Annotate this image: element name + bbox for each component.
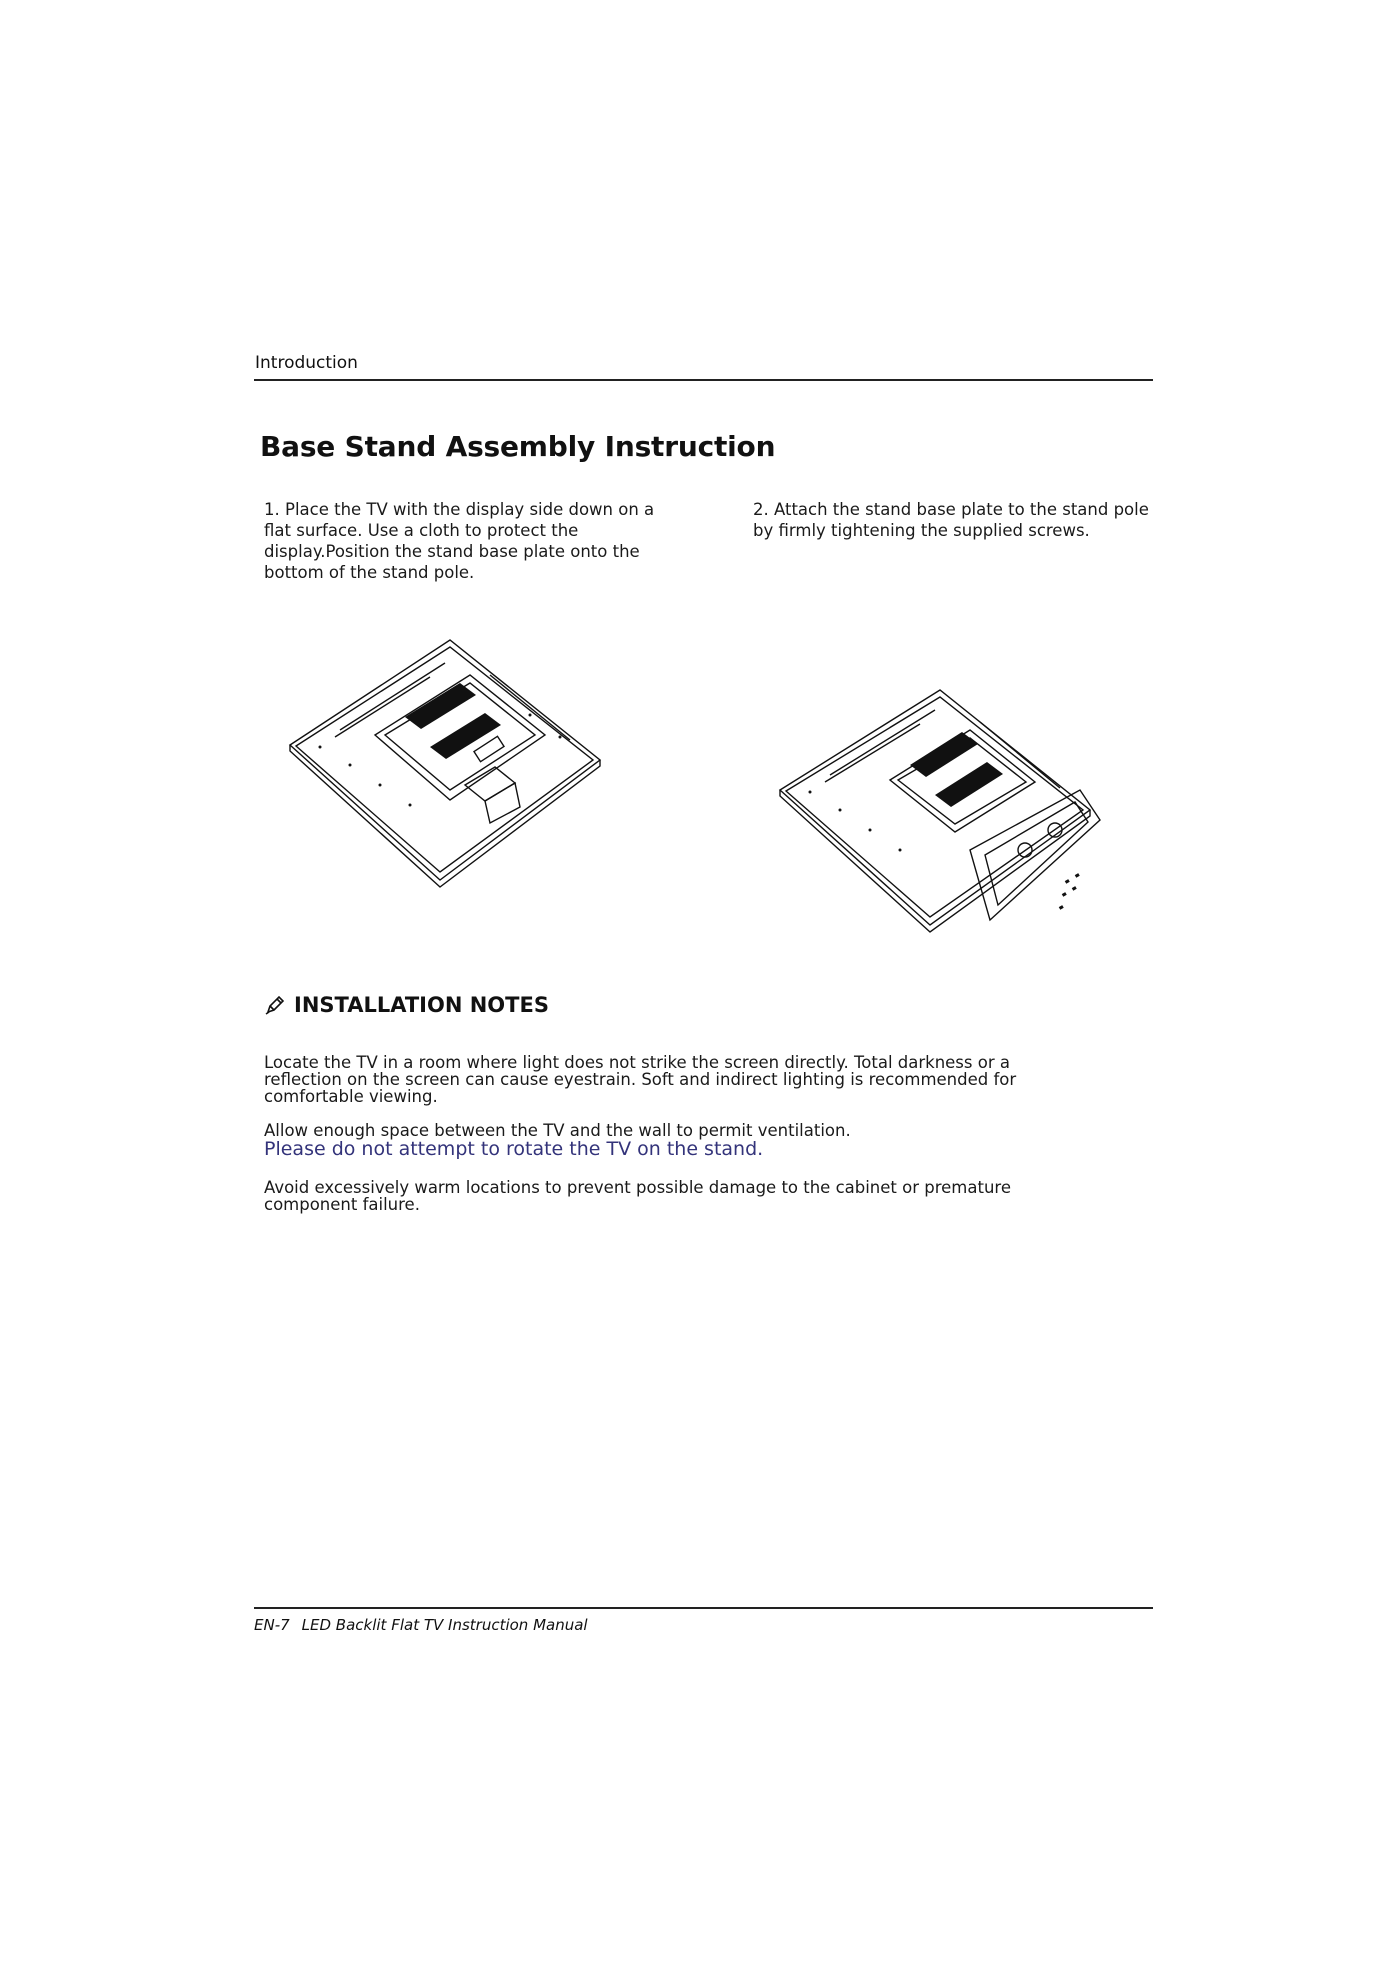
manual-title: LED Backlit Flat TV Instruction Manual <box>301 1616 588 1634</box>
installation-notes-heading <box>264 993 549 1017</box>
header-rule <box>254 379 1153 381</box>
page-number: EN-7 <box>254 1616 290 1634</box>
installation-notes-title: INSTALLATION NOTES <box>294 993 549 1017</box>
step-1-text: 1. Place the TV with the display side down on a flat surface. Use a cloth to protect the display.Position the stand base plate onto the bottom of the stand pole. <box>264 500 655 582</box>
footer-rule <box>254 1607 1153 1609</box>
note-warm-locations: Avoid excessively warm locations to prevent possible damage to the cabinet or premature component failure. <box>264 1178 1011 1214</box>
note-lighting: Locate the TV in a room where light does not strike the screen directly. Total darkness or a reflection on the screen can cause eyestrain. Soft and indirect lighting is recommended for comfortable viewing. <box>264 1053 1017 1106</box>
section-label: Introduction <box>255 353 358 373</box>
tv-rear-with-stand-pole-illustration <box>280 625 620 890</box>
footer <box>254 1616 588 1634</box>
tv-rear-with-base-plate-and-screws-illustration <box>770 680 1110 945</box>
page-title: Base Stand Assembly Instruction <box>260 430 776 463</box>
pencil-icon <box>264 994 286 1016</box>
step-2-text: 2. Attach the stand base plate to the stand pole by firmly tightening the supplied screws. <box>753 500 1149 540</box>
note-rotation-warning: Please do not attempt to rotate the TV on the stand. <box>264 1138 764 1160</box>
note-ventilation: Allow enough space between the TV and the wall to permit ventilation. <box>264 1121 851 1140</box>
